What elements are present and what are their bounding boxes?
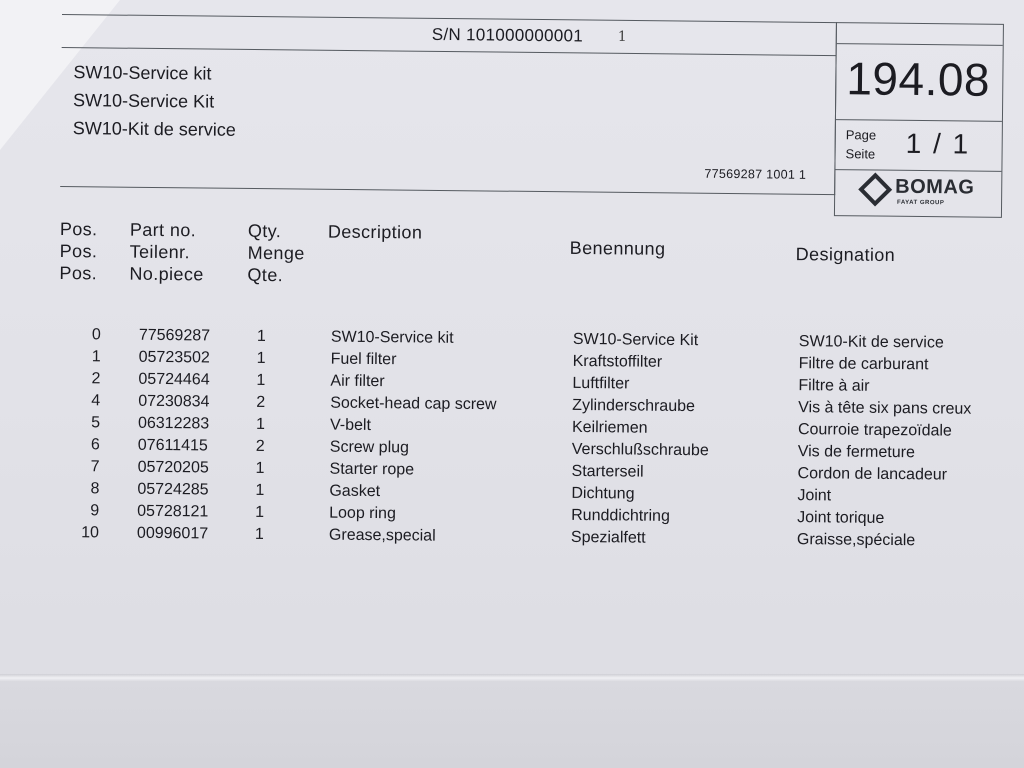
cell-designation: Vis à tête six pans creux (798, 399, 972, 418)
cell-qty: 1 (255, 415, 266, 433)
header-designation-label: Designation (795, 244, 896, 266)
page-value: 1 / 1 (905, 127, 971, 160)
header-qty-de: Menge (247, 242, 305, 264)
header-pos-fr: Pos. (59, 262, 98, 284)
bomag-logo-icon (858, 173, 892, 207)
cell-benennung: Verschlußschraube (571, 440, 709, 460)
serial-suffix: 1 (617, 28, 627, 45)
cell-part: 05728121 (137, 502, 209, 521)
header-designation (796, 243, 896, 266)
cell-description: V-belt (329, 416, 372, 434)
header-left-panel (60, 14, 837, 195)
divider (837, 43, 1003, 46)
title-en: SW10-Service kit (73, 62, 212, 84)
cell-qty: 1 (255, 481, 265, 499)
header-description (328, 221, 423, 244)
cell-description: Socket-head cap screw (330, 394, 497, 414)
cell-pos: 7 (90, 458, 100, 476)
cell-part: 06312283 (137, 414, 210, 433)
cell-pos: 10 (81, 524, 100, 542)
cell-part: 05723502 (138, 348, 210, 367)
header-qty (247, 220, 305, 287)
cell-benennung: Dichtung (571, 484, 635, 503)
cell-benennung: SW10-Service Kit (572, 330, 699, 350)
header-right-panel (834, 22, 1004, 218)
divider (836, 119, 1002, 122)
cell-qty: 1 (254, 525, 264, 543)
table-body (57, 326, 1009, 555)
header-pos-en: Pos. (59, 218, 98, 240)
header-description-label: Description (327, 221, 423, 243)
cell-pos: 2 (91, 370, 101, 388)
cell-pos: 0 (91, 326, 101, 344)
cell-benennung: Runddichtring (571, 506, 670, 525)
cell-benennung: Kraftstoffilter (572, 352, 663, 371)
cell-benennung: Zylinderschraube (572, 396, 696, 416)
cell-designation: Joint torique (797, 509, 885, 527)
cell-qty: 1 (255, 459, 265, 477)
cell-designation: Filtre de carburant (798, 355, 929, 374)
header-pos (59, 218, 97, 284)
cell-description: Gasket (329, 482, 381, 501)
cell-qty: 1 (256, 371, 266, 389)
cell-benennung: Luftfilter (572, 374, 630, 393)
logo-subtext: FAYAT GROUP (897, 199, 945, 207)
cell-designation: Joint (797, 487, 832, 505)
header-part-en: Part no. (129, 219, 197, 241)
header-part-de: Teilenr. (129, 241, 191, 263)
cell-part: 07230834 (138, 392, 210, 411)
serial-row (62, 14, 836, 56)
logo-text: BOMAG (895, 175, 975, 199)
parts-table (57, 218, 1010, 567)
cell-qty: 1 (256, 327, 266, 345)
cell-benennung: Starterseil (571, 462, 644, 481)
header-qty-fr: Qte. (247, 264, 284, 286)
kit-titles (73, 58, 237, 144)
cell-description: Air filter (330, 372, 385, 391)
cell-designation: Filtre à air (798, 377, 870, 395)
paper-lower-panel (0, 682, 1024, 768)
cell-pos: 9 (90, 502, 100, 520)
cell-pos: 8 (90, 480, 100, 498)
title-de: SW10-Service Kit (72, 90, 215, 112)
cell-pos: 4 (91, 392, 101, 410)
serial-number: S/N 101000000001 (431, 24, 584, 46)
paper-fold (0, 674, 1024, 682)
cell-description: Grease,special (328, 526, 436, 545)
cell-part: 05724464 (138, 370, 210, 389)
header-benennung-label: Benennung (569, 237, 666, 259)
cell-qty: 2 (256, 393, 266, 411)
cell-part: 05720205 (137, 458, 209, 477)
header-part-fr: No.piece (129, 263, 204, 285)
page-label (845, 125, 876, 163)
cell-description: Loop ring (329, 504, 396, 523)
cell-description: Fuel filter (330, 350, 397, 369)
cell-description: SW10-Service kit (330, 328, 454, 347)
cell-designation: Cordon de lancadeur (797, 465, 948, 484)
cell-pos: 6 (90, 436, 100, 454)
cell-designation: SW10-Kit de service (798, 333, 944, 352)
cell-qty: 1 (255, 503, 265, 521)
page-label-en: Page (845, 127, 877, 143)
group-number: 194.08 (846, 52, 991, 106)
page-label-de: Seite (845, 146, 876, 162)
document-number: 77569287 1001 1 (704, 166, 807, 182)
cell-part: 07611415 (137, 436, 208, 455)
cell-description: Screw plug (329, 438, 410, 457)
cell-benennung: Keilriemen (571, 418, 648, 437)
cell-pos: 5 (91, 414, 101, 432)
cell-designation: Graisse,spéciale (796, 531, 916, 550)
cell-part: 77569287 (138, 326, 211, 345)
cell-benennung: Spezialfett (570, 528, 646, 547)
cell-description: Starter rope (329, 460, 415, 479)
cell-designation: Courroie trapezoïdale (797, 421, 952, 440)
header-part (129, 219, 204, 286)
cell-qty: 1 (256, 349, 266, 367)
divider (835, 169, 1001, 172)
document-header (60, 14, 1008, 220)
title-fr: SW10-Kit de service (72, 118, 236, 140)
cell-part: 05724285 (137, 480, 209, 499)
header-qty-en: Qty. (247, 220, 282, 242)
cell-pos: 1 (91, 348, 101, 366)
header-pos-de: Pos. (59, 240, 98, 262)
cell-qty: 2 (255, 437, 265, 455)
header-benennung (570, 237, 666, 260)
cell-part: 00996017 (136, 524, 209, 543)
cell-designation: Vis de fermeture (797, 443, 915, 462)
